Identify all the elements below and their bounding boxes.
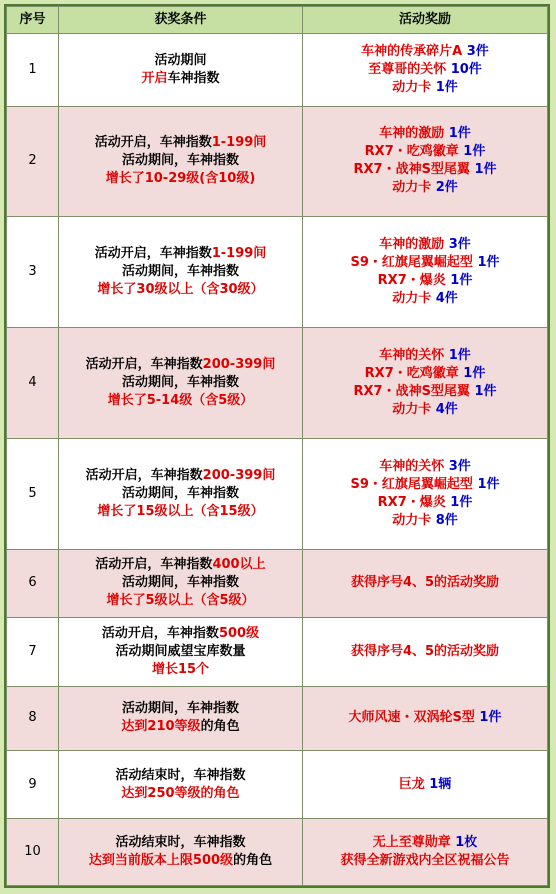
reward-cell: [303, 549, 548, 617]
text-segment: 10件: [450, 61, 482, 77]
text-segment: 1辆: [429, 776, 452, 792]
condition-cell-line: [63, 574, 298, 592]
condition-cell-line: [63, 245, 298, 263]
text-segment: 1-199间: [211, 135, 267, 151]
text-segment: 增长了10-29级(含10级): [105, 171, 256, 187]
text-segment: RX7・战神S型尾翼: [353, 383, 475, 399]
condition-cell: [59, 686, 303, 750]
text-segment: 3件: [448, 458, 471, 474]
text-segment: 3件: [448, 237, 471, 253]
reward-cell-line: [307, 401, 543, 419]
text-segment: 增长15个: [151, 661, 210, 677]
condition-cell-line: [63, 467, 298, 485]
text-segment: RX7・吃鸡徽章: [364, 365, 464, 381]
text-segment: 活动期间，车神指数: [121, 485, 239, 501]
text-segment: 1件: [463, 144, 486, 160]
text-segment: 活动期间，车神指数: [121, 264, 239, 280]
condition-cell: [59, 328, 303, 439]
reward-cell: [303, 217, 548, 328]
reward-cell-line: [307, 125, 543, 143]
condition-cell-line: [63, 625, 298, 643]
condition-cell-line: [63, 52, 298, 70]
table-row: [7, 34, 548, 107]
reward-cell: [303, 750, 548, 818]
table-header-row: [7, 7, 548, 34]
table-row: [7, 686, 548, 750]
text-segment: 无上至尊勋章: [372, 835, 456, 851]
row-index: 10: [7, 819, 59, 886]
condition-cell-line: [63, 718, 298, 736]
table-row: [7, 549, 548, 617]
text-segment: 车神的激励: [379, 126, 449, 142]
reward-cell-line: [307, 254, 543, 272]
text-segment: 活动期间，车神指数: [121, 701, 239, 717]
text-segment: 1件: [474, 162, 497, 178]
condition-cell-line: [63, 592, 298, 610]
reward-cell-line: [307, 834, 543, 852]
condition-cell-line: [63, 834, 298, 852]
reward-cell-line: [307, 512, 543, 530]
text-segment: 达到250等级的角色: [121, 785, 240, 801]
text-segment: 活动期间，车神指数: [121, 575, 239, 591]
text-segment: RX7・战神S型尾翼: [353, 162, 475, 178]
text-segment: 增长了5-14级（含5级）: [107, 392, 254, 408]
text-segment: 1件: [477, 255, 500, 271]
reward-cell-line: [307, 776, 543, 794]
text-segment: 动力卡: [392, 401, 436, 417]
text-segment: 获得序号4、5的活动奖励: [350, 643, 500, 659]
text-segment: 车神的关怀: [379, 458, 449, 474]
condition-cell: [59, 106, 303, 217]
text-segment: 巨龙: [398, 776, 430, 792]
condition-cell: [59, 34, 303, 107]
text-segment: 3件: [466, 43, 489, 59]
text-segment: 的角色: [200, 719, 240, 735]
reward-cell-line: [307, 79, 543, 97]
table-row: [7, 819, 548, 886]
text-segment: 1件: [474, 383, 497, 399]
reward-cell-line: [307, 61, 543, 79]
reward-cell-line: [307, 494, 543, 512]
text-segment: 的角色: [233, 853, 273, 869]
text-segment: 1件: [448, 126, 471, 142]
reward-cell-line: [307, 476, 543, 494]
text-segment: 活动开启，车神指数: [95, 557, 213, 573]
text-segment: 4件: [435, 291, 458, 307]
text-segment: 达到210等级: [121, 719, 201, 735]
row-index: 4: [7, 328, 59, 439]
text-segment: 活动期间: [154, 52, 207, 68]
reward-cell-line: [307, 236, 543, 254]
table-body: [7, 34, 548, 886]
text-segment: 1件: [435, 79, 458, 95]
text-segment: 200-399间: [202, 356, 276, 372]
text-segment: 车神的关怀: [379, 347, 449, 363]
text-segment: 开启: [141, 70, 168, 86]
condition-cell: [59, 549, 303, 617]
text-segment: RX7・吃鸡徽章: [364, 144, 464, 160]
row-index: 3: [7, 217, 59, 328]
header-index: 序号: [7, 7, 59, 34]
table-row: [7, 328, 548, 439]
condition-cell-line: [63, 263, 298, 281]
text-segment: 2件: [435, 180, 458, 196]
reward-cell-line: [307, 43, 543, 61]
text-segment: 活动开启，车神指数: [94, 246, 212, 262]
reward-cell-line: [307, 365, 543, 383]
condition-cell-line: [63, 700, 298, 718]
reward-cell-line: [307, 458, 543, 476]
text-segment: 1件: [479, 710, 502, 726]
reward-cell-line: [307, 347, 543, 365]
reward-cell: [303, 686, 548, 750]
row-index: 7: [7, 618, 59, 686]
text-segment: RX7・爆炎: [377, 273, 451, 289]
condition-cell: [59, 750, 303, 818]
text-segment: 500级: [218, 625, 260, 641]
text-segment: 4件: [435, 401, 458, 417]
row-index: 5: [7, 438, 59, 549]
table-row: [7, 106, 548, 217]
text-segment: 8件: [435, 512, 458, 528]
text-segment: 活动开启，车神指数: [101, 625, 219, 641]
row-index: 9: [7, 750, 59, 818]
condition-cell: [59, 438, 303, 549]
table-row: [7, 438, 548, 549]
text-segment: 活动期间，车神指数: [121, 374, 239, 390]
text-segment: S9・红旗尾翼崛起型: [350, 476, 478, 492]
text-segment: S9・红旗尾翼崛起型: [350, 255, 478, 271]
condition-cell-line: [63, 281, 298, 299]
text-segment: 车神的传承碎片A: [361, 43, 467, 59]
reward-cell-line: [307, 709, 543, 727]
reward-cell: [303, 819, 548, 886]
text-segment: 动力卡: [392, 79, 436, 95]
reward-cell-line: [307, 643, 543, 661]
reward-cell-line: [307, 143, 543, 161]
text-segment: 车神的激励: [379, 237, 449, 253]
row-index: 1: [7, 34, 59, 107]
reward-cell: [303, 618, 548, 686]
reward-table-frame: [4, 4, 550, 888]
text-segment: RX7・爆炎: [377, 494, 451, 510]
condition-cell-line: [63, 485, 298, 503]
condition-cell: [59, 217, 303, 328]
text-segment: 活动期间威望宝库数量: [115, 643, 246, 659]
text-segment: 动力卡: [392, 180, 436, 196]
reward-cell-line: [307, 290, 543, 308]
text-segment: 1件: [450, 273, 473, 289]
condition-cell-line: [63, 767, 298, 785]
text-segment: 增长了30级以上（含30级）: [97, 282, 264, 298]
condition-cell-line: [63, 852, 298, 870]
text-segment: 动力卡: [392, 512, 436, 528]
table-row: [7, 750, 548, 818]
text-segment: 1枚: [455, 835, 478, 851]
text-segment: 1-199间: [211, 246, 267, 262]
reward-cell-line: [307, 574, 543, 592]
text-segment: 获得全新游戏内全区祝福公告: [340, 853, 510, 869]
text-segment: 1件: [477, 476, 500, 492]
table-row: [7, 618, 548, 686]
reward-cell-line: [307, 383, 543, 401]
text-segment: 获得序号4、5的活动奖励: [350, 575, 500, 591]
condition-cell-line: [63, 170, 298, 188]
condition-cell: [59, 618, 303, 686]
reward-table: [6, 6, 548, 886]
condition-cell-line: [63, 374, 298, 392]
text-segment: 活动开启，车神指数: [94, 135, 212, 151]
condition-cell-line: [63, 70, 298, 88]
header-reward: 活动奖励: [303, 7, 548, 34]
reward-cell: [303, 438, 548, 549]
text-segment: 至尊哥的关怀: [368, 61, 451, 77]
row-index: 6: [7, 549, 59, 617]
text-segment: 1件: [448, 347, 471, 363]
row-index: 2: [7, 106, 59, 217]
text-segment: 车神指数: [167, 70, 220, 86]
text-segment: 增长了15级以上（含15级）: [97, 503, 264, 519]
header-condition: 获奖条件: [59, 7, 303, 34]
text-segment: 动力卡: [392, 291, 436, 307]
text-segment: 达到当前版本上限500级: [88, 853, 234, 869]
reward-cell-line: [307, 161, 543, 179]
text-segment: 活动开启，车神指数: [85, 356, 203, 372]
text-segment: 1件: [463, 365, 486, 381]
condition-cell-line: [63, 785, 298, 803]
condition-cell-line: [63, 152, 298, 170]
condition-cell-line: [63, 134, 298, 152]
text-segment: 活动结束时，车神指数: [115, 835, 246, 851]
reward-cell: [303, 106, 548, 217]
table-row: [7, 217, 548, 328]
reward-cell-line: [307, 272, 543, 290]
reward-cell-line: [307, 179, 543, 197]
condition-cell-line: [63, 643, 298, 661]
text-segment: 大师风速・双涡轮S型: [348, 710, 480, 726]
reward-cell-line: [307, 852, 543, 870]
condition-cell-line: [63, 356, 298, 374]
condition-cell: [59, 819, 303, 886]
condition-cell-line: [63, 392, 298, 410]
text-segment: 活动结束时，车神指数: [115, 767, 246, 783]
reward-cell: [303, 34, 548, 107]
text-segment: 200-399间: [202, 467, 276, 483]
text-segment: 活动期间，车神指数: [121, 153, 239, 169]
text-segment: 1件: [450, 494, 473, 510]
text-segment: 活动开启，车神指数: [85, 467, 203, 483]
text-segment: 400以上: [212, 557, 266, 573]
row-index: 8: [7, 686, 59, 750]
reward-cell: [303, 328, 548, 439]
text-segment: 增长了5级以上（含5级）: [106, 593, 255, 609]
condition-cell-line: [63, 503, 298, 521]
condition-cell-line: [63, 661, 298, 679]
condition-cell-line: [63, 556, 298, 574]
